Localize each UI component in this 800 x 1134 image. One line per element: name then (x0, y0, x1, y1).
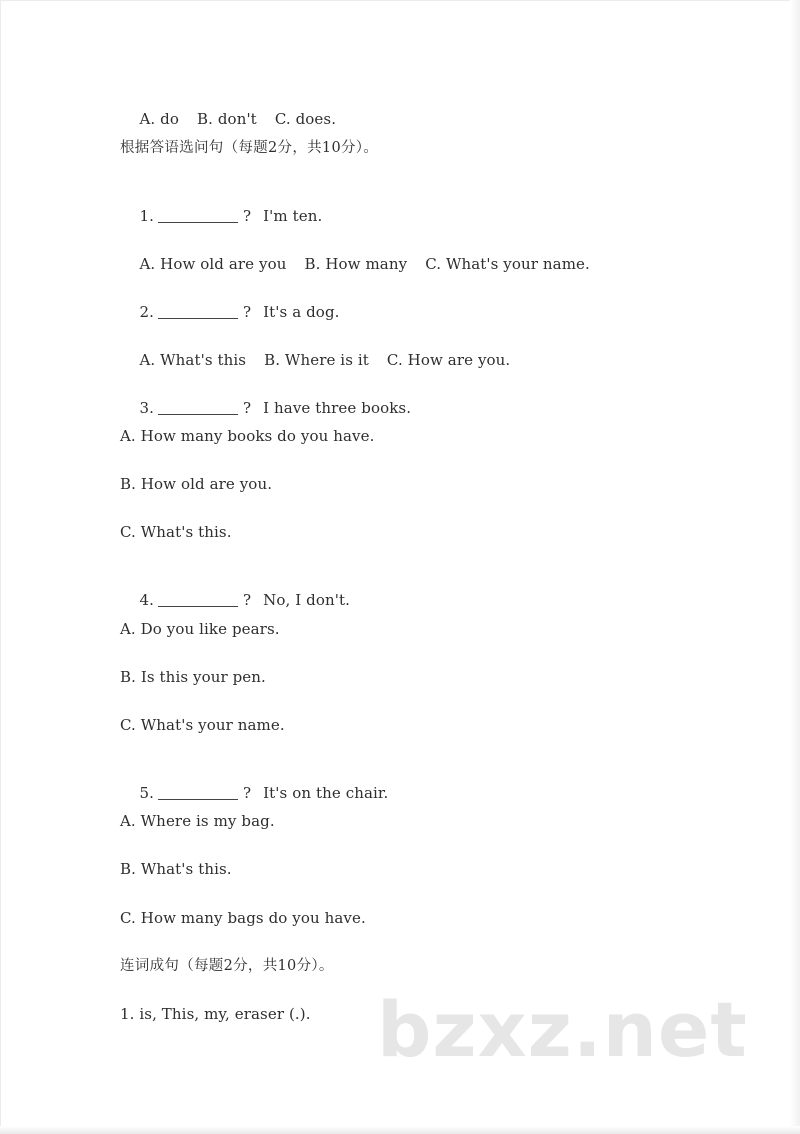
question-1: 1. ? I'm ten. (139, 207, 323, 225)
answer-blank (158, 208, 238, 223)
question-3: 3. ? I have three books. (139, 399, 412, 417)
option-c: C. does. (274, 110, 337, 128)
answer-blank (158, 400, 238, 415)
question-4-option-a: A. Do you like pears. (120, 620, 280, 638)
question-answer-text: I'm ten. (263, 207, 323, 225)
watermark: bzxz.net (377, 985, 748, 1074)
option-a: A. do (139, 110, 179, 128)
question-4-option-b: B. Is this your pen. (120, 668, 266, 686)
option-b: B. How many (304, 255, 408, 273)
question-3-option-c: C. What's this. (120, 523, 232, 541)
answer-blank (158, 304, 238, 319)
option-a: A. How old are you (139, 255, 287, 273)
answer-blank (158, 592, 238, 607)
answer-blank (158, 785, 238, 800)
option-c: C. What's your name. (425, 255, 590, 273)
question-number: 1. (139, 207, 154, 225)
question-5-option-a: A. Where is my bag. (120, 812, 275, 830)
page-bottom-shadow (0, 1126, 800, 1134)
question-4-option-c: C. What's your name. (120, 716, 285, 734)
option-b: B. Where is it (264, 351, 369, 369)
option-c: C. How are you. (386, 351, 511, 369)
section-heading-choose-question: 根据答语选问句（每题2分，共10分）。 (120, 140, 379, 156)
question-2: 2. ? It's a dog. (139, 303, 340, 321)
question-answer-text: It's a dog. (263, 303, 340, 321)
question-5: 5. ? It's on the chair. (139, 784, 389, 802)
question-3-option-a: A. How many books do you have. (120, 427, 375, 445)
section-heading-word-order: 连词成句（每题2分，共10分）。 (120, 958, 334, 974)
word-order-item-1: 1. is, This, my, eraser (.). (120, 1005, 311, 1023)
question-number: 4. (139, 591, 154, 609)
question-number: 2. (139, 303, 154, 321)
question-5-option-c: C. How many bags do you have. (120, 909, 366, 927)
question-answer-text: I have three books. (263, 399, 412, 417)
question-number: 5. (139, 784, 154, 802)
question-3-option-b: B. How old are you. (120, 475, 273, 493)
question-4: 4. ? No, I don't. (139, 591, 350, 609)
option-b: B. don't (197, 110, 257, 128)
question-number: 3. (139, 399, 154, 417)
question-5-option-b: B. What's this. (120, 860, 232, 878)
option-a: A. What's this (139, 351, 247, 369)
question-answer-text: No, I don't. (263, 591, 350, 609)
question-answer-text: It's on the chair. (263, 784, 389, 802)
page-edge-shadow (790, 0, 800, 1134)
